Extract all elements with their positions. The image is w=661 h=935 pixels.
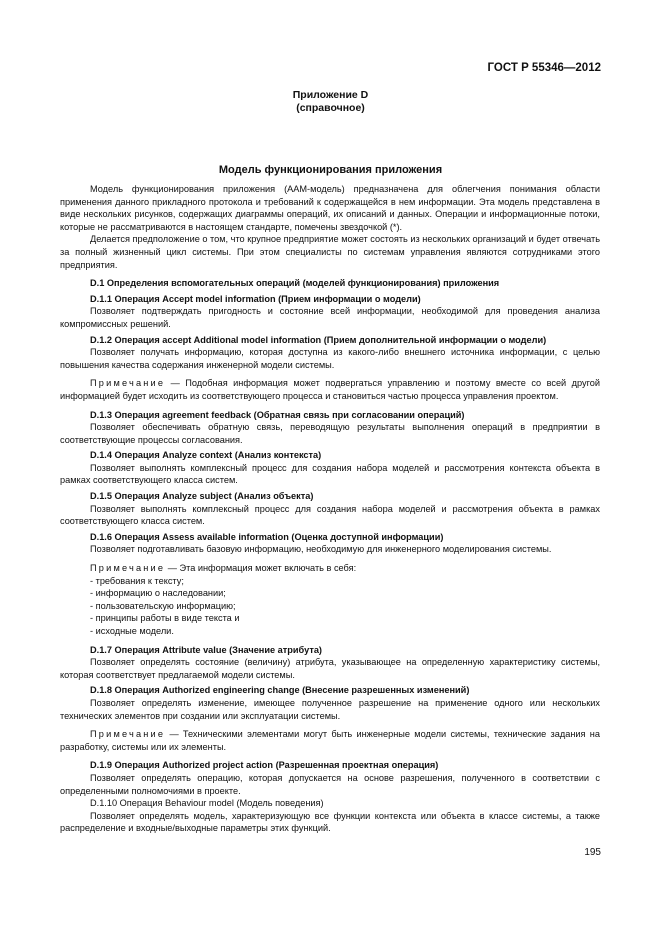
subsection-heading: D.1.4 Операция Analyze context (Анализ контекста) bbox=[90, 450, 322, 461]
subsection-text: Позволяет выполнять комплексный процесс для создания набора моделей и рассмотрения объекта в рамках соответствующего класса систем. bbox=[60, 503, 600, 527]
note-text: — Подобная информация может подвергаться управлению и поэтому вместе со всей другой информацией будет исходить из соответствующего процесса и становиться частью процесса управления проектом. bbox=[60, 378, 600, 401]
document-body bbox=[60, 183, 600, 835]
subsection-heading: D.1.3 Операция agreement feedback (Обратная связь при согласовании операций) bbox=[90, 409, 465, 420]
list-item: - требования к тексту; bbox=[90, 575, 184, 586]
subsection-heading: D.1.10 Операция Behaviour model (Модель поведения) bbox=[90, 798, 324, 809]
appendix-type: (справочное) bbox=[296, 102, 365, 114]
appendix-label: Приложение D bbox=[292, 89, 369, 101]
note-text: — Техническими элементами могут быть инженерные модели системы, технические задания на разработку, системы или их элементы. bbox=[60, 729, 600, 752]
section-heading: D.1 Определения вспомогательных операций (моделей функционирования) приложения bbox=[90, 278, 500, 289]
subsection-text: Позволяет определять состояние (величину) атрибута, указывающее на определенную характеристику системы, которая соответствует предлагаемой модели системы. bbox=[60, 657, 600, 680]
note-label: Примечание bbox=[90, 729, 166, 740]
subsection-heading: D.1.8 Операция Authorized engineering change (Внесение разрешенных изменений) bbox=[90, 685, 470, 696]
subsection-heading: D.1.6 Операция Assess available information (Оценка доступной информации) bbox=[90, 531, 444, 542]
note-text: — Эта информация может включать в себя: bbox=[165, 563, 357, 574]
list-item: - пользовательскую информацию; bbox=[90, 600, 236, 611]
intro-paragraph: Делается предположение о том, что крупное предприятие может состоять из нескольких организаций и будет отвечать за полный жизненный цикл системы. При этом специалисты по системам управления являются сотрудниками этого предприятия. bbox=[60, 234, 600, 270]
note bbox=[60, 562, 600, 575]
subsection-text: Позволяет подтверждать пригодность и состояние всей информации, необходимой для проведения анализа компромиссных решений. bbox=[60, 306, 600, 329]
page-title: Модель функционирования приложения bbox=[218, 164, 443, 176]
subsection-heading: D.1.2 Операция accept Additional model information (Прием дополнительной информации о модели) bbox=[90, 334, 547, 345]
note-label: Примечание bbox=[90, 563, 166, 574]
subsection-heading: D.1.7 Операция Attribute value (Значение атрибута) bbox=[90, 644, 322, 655]
subsection-heading: D.1.5 Операция Analyze subject (Анализ объекта) bbox=[90, 491, 314, 502]
appendix-heading bbox=[0, 89, 661, 115]
subsection-text: Позволяет выполнять комплексный процесс для создания набора моделей и рассмотрения контекста объекта в рамках соответствующего класса систем. bbox=[60, 462, 600, 486]
intro-paragraph: Модель функционирования приложения (ААМ-модель) предназначена для облегчения понимания области применения данного прикладного протокола и требований к содержащейся в нем информации. Эта модель представлена в виде нескольких рисунков, содержащих диаграммы операций, их описаний и данных. Операции и информационные потоки, которые не рассматриваются в настоящем стандарте, помечены звездочкой (*). bbox=[60, 184, 600, 232]
list-item: - принципы работы в виде текста и bbox=[90, 613, 240, 624]
note-label: Примечание bbox=[90, 378, 166, 389]
subsection-heading: D.1.1 Операция Accept model information (Прием информации о модели) bbox=[90, 293, 421, 304]
note bbox=[60, 377, 600, 402]
document-id: ГОСТ Р 55346—2012 bbox=[487, 62, 601, 74]
subsection-text: Позволяет определять модель, характеризующую все функции контекста или объекта в классе системы, а также распределение и входные/выходные параметры этих функций. bbox=[60, 810, 600, 834]
subsection-text: Позволяет обеспечивать обратную связь, переводящую результаты выполнения операций в предприятии в соответствующие процессы согласования. bbox=[60, 422, 600, 445]
subsection-text: Позволяет определять изменение, имеющее полученное разрешение на применение одного или нескольких технических элементов при создании или эксплуатации системы. bbox=[60, 697, 600, 721]
subsection-text: Позволяет определять операцию, которая допускается на основе разрешения, полученного в соответствии с определенными полномочиями в проекте. bbox=[60, 772, 600, 796]
page-number: 195 bbox=[584, 847, 601, 858]
subsection-heading: D.1.9 Операция Authorized project action (Разрешенная проектная операция) bbox=[90, 760, 439, 771]
subsection-text: Позволяет подготавливать базовую информацию, необходимую для инженерного моделирования системы. bbox=[90, 544, 552, 555]
note bbox=[60, 728, 600, 753]
subsection-text: Позволяет получать информацию, которая доступна из какого-либо внешнего источника информации, с целью повышения качества содержания инженерной модели системы. bbox=[60, 347, 600, 370]
list-item: - исходные модели. bbox=[90, 626, 174, 636]
list-item: - информацию о наследовании; bbox=[90, 588, 226, 599]
